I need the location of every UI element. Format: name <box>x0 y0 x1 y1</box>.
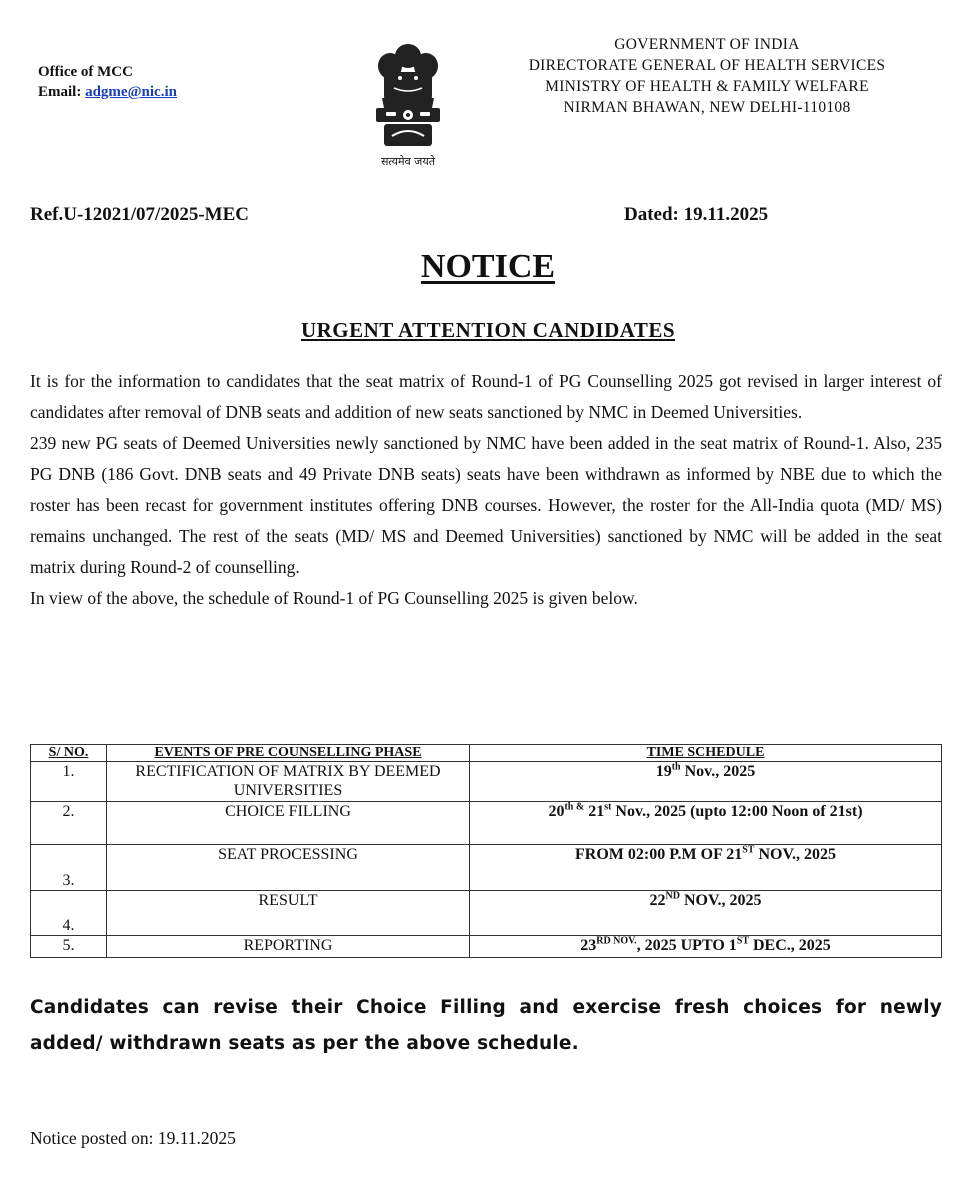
row-event: CHOICE FILLING <box>107 802 470 845</box>
gov-line: GOVERNMENT OF INDIA <box>614 36 800 53</box>
schedule-table <box>30 744 942 958</box>
office-email-line <box>38 82 177 102</box>
row-sno: 2. <box>31 802 107 845</box>
row-schedule: 22ND NOV., 2025 <box>470 891 942 936</box>
header-schedule: TIME SCHEDULE <box>470 745 942 762</box>
row-sno: 1. <box>31 762 107 802</box>
row-sno: 5. <box>31 936 107 958</box>
email-link[interactable]: adgme@nic.in <box>85 84 177 100</box>
table-row <box>31 936 942 958</box>
closing-note: Candidates can revise their Choice Filling and exercise fresh choices for newly added/ withdrawn seats as per the above schedule. <box>30 997 942 1054</box>
notice-body <box>30 366 942 614</box>
row-sno: 3. <box>31 845 107 891</box>
table-row <box>31 845 942 891</box>
row-schedule: 19th Nov., 2025 <box>470 762 942 802</box>
email-label: Email: <box>38 84 82 100</box>
notice-date: Dated: 19.11.2025 <box>624 204 769 225</box>
national-emblem <box>362 38 454 170</box>
gov-line: NIRMAN BHAWAN, NEW DELHI-110108 <box>563 99 851 116</box>
office-name: Office of MCC <box>38 64 133 80</box>
paragraph: It is for the information to candidates that the seat matrix of Round-1 of PG Counselling 2025 got revised in larger interest of candidates after removal of DNB seats and addition of new seats sanctioned by NMC in Deemed Universities. <box>30 371 942 422</box>
gov-line: MINISTRY OF HEALTH & FAMILY WELFARE <box>545 78 869 95</box>
row-schedule: $23^{RD NOV.}$, 2025 UPTO 1ST DEC., 2025 <box>470 936 942 958</box>
row-event: SEAT PROCESSING <box>107 845 470 891</box>
paragraph: In view of the above, the schedule of Round-1 of PG Counselling 2025 is given below. <box>30 588 638 608</box>
reference-number: Ref.U-12021/07/2025-MEC <box>30 204 249 225</box>
lion-capital-icon <box>362 38 454 154</box>
row-schedule: FROM 02:00 P.M OF 21ST NOV., 2025 <box>470 845 942 891</box>
header-event: EVENTS OF PRE COUNSELLING PHASE <box>107 745 470 762</box>
office-block <box>38 62 177 102</box>
row-event: REPORTING <box>107 936 470 958</box>
emblem-motto: सत्यमेव जयते <box>380 155 435 168</box>
header-sno: S/ NO. <box>31 745 107 762</box>
notice-title: NOTICE <box>420 248 556 285</box>
notice-subtitle: URGENT ATTENTION CANDIDATES <box>300 318 676 342</box>
gov-line: DIRECTORATE GENERAL OF HEALTH SERVICES <box>528 57 886 74</box>
table-row <box>31 891 942 936</box>
posted-date: Notice posted on: 19.11.2025 <box>30 1128 236 1148</box>
government-header <box>482 34 932 118</box>
table-row <box>31 802 942 845</box>
row-sno: 4. <box>31 891 107 936</box>
row-schedule: $20^{th \&}$ 21st Nov., 2025 (upto 12:00 Noon of 21st) <box>470 802 942 845</box>
table-header-row <box>31 745 942 762</box>
row-event: RESULT <box>107 891 470 936</box>
row-event: RECTIFICATION OF MATRIX BY DEEMED UNIVERSITIES <box>107 762 470 802</box>
table-row <box>31 762 942 802</box>
paragraph: 239 new PG seats of Deemed Universities newly sanctioned by NMC have been added in the seat matrix of Round-1. Also, 235 PG DNB (186 Govt. DNB seats and 49 Private DNB seats) seats have been withdrawn as informed by NBE due to which the roster has been recast for government institutes offering DNB courses. However, the roster for the All-India quota (MD/ MS) remains unchanged. The rest of the seats (MD/ MS and Deemed Universities) sanctioned by NMC will be added in the seat matrix during Round-2 of counselling. <box>30 433 942 577</box>
